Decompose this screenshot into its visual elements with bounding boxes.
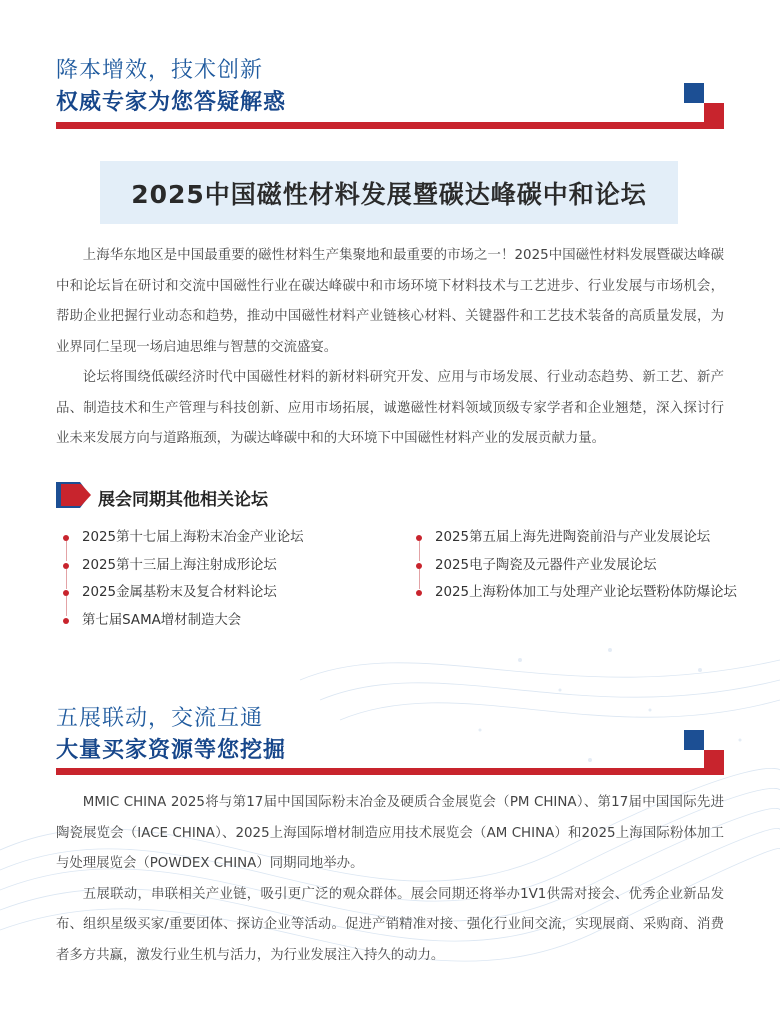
- related-forums-list-left: [62, 524, 304, 635]
- list-item: 2025第十七届上海粉末冶金产业论坛: [62, 524, 304, 552]
- list-item: 2025第十三届上海注射成形论坛: [62, 552, 304, 580]
- list-item: 2025上海粉体加工与处理产业论坛暨粉体防爆论坛: [415, 579, 737, 607]
- section2-heading-line1: 五展联动，交流互通: [56, 706, 264, 731]
- list-item: 2025电子陶瓷及元器件产业发展论坛: [415, 552, 737, 580]
- decor-square-red: [704, 103, 724, 123]
- section2-divider: [56, 768, 724, 775]
- exhibition-text: [56, 788, 724, 971]
- related-forums-title: 展会同期其他相关论坛: [98, 490, 268, 510]
- decor-square-red: [704, 750, 724, 770]
- intro-text: [56, 241, 724, 455]
- arrow-flag-icon: [56, 482, 94, 508]
- exhibition-paragraph-1: MMIC CHINA 2025将与第17届中国国际粉末冶金及硬质合金展览会（PM CHINA）、第17届中国国际先进陶瓷展览会（IACE CHINA）、2025上海国际增材制造应用技术展览会（AM CHINA）和2025上海国际粉体加工与处理展览会（POWDEX CHINA）同期同地举办。: [56, 795, 724, 871]
- intro-paragraph-1: 上海华东地区是中国最重要的磁性材料生产集聚地和最重要的市场之一！2025中国磁性材料发展暨碳达峰碳中和论坛旨在研讨和交流中国磁性行业在碳达峰碳中和市场环境下材料技术与工艺进步、行业发展与市场机会，帮助企业把握行业动态和趋势，推动中国磁性材料产业链核心材料、关键器件和工艺技术装备的高质量发展，为业界同仁呈现一场启迪思维与智慧的交流盛宴。: [56, 248, 724, 355]
- related-forums-list-right: [415, 524, 737, 607]
- list-item: 第七届SAMA增材制造大会: [62, 607, 304, 635]
- section2-heading-line2: 大量买家资源等您挖掘: [56, 738, 287, 763]
- decor-square-blue: [684, 730, 704, 750]
- list-item: 2025第五届上海先进陶瓷前沿与产业发展论坛: [415, 524, 737, 552]
- section1-heading-line1: 降本增效，技术创新: [56, 58, 264, 83]
- decor-square-blue: [684, 83, 704, 103]
- intro-paragraph-2: 论坛将围绕低碳经济时代中国磁性材料的新材料研究开发、应用与市场发展、行业动态趋势、新工艺、新产品、制造技术和生产管理与科技创新、应用市场拓展，诚邀磁性材料领域顶级专家学者和企业翘楚，深入探讨行业未来发展方向与道路瓶颈，为碳达峰碳中和的大环境下中国磁性材料产业的发展贡献力量。: [56, 370, 724, 446]
- forum-title: 2025中国磁性材料发展暨碳达峰碳中和论坛: [100, 161, 678, 224]
- section1-heading-line2: 权威专家为您答疑解惑: [56, 90, 287, 115]
- section1-divider: [56, 122, 724, 129]
- exhibition-paragraph-2: 五展联动，串联相关产业链，吸引更广泛的观众群体。展会同期还将举办1V1供需对接会、优秀企业新品发布、组织星级买家/重要团体、探访企业等活动。促进产销精准对接、强化行业间交流，实现展商、采购商、消费者多方共赢，激发行业生机与活力，为行业发展注入持久的动力。: [56, 886, 724, 963]
- list-item: 2025金属基粉末及复合材料论坛: [62, 579, 304, 607]
